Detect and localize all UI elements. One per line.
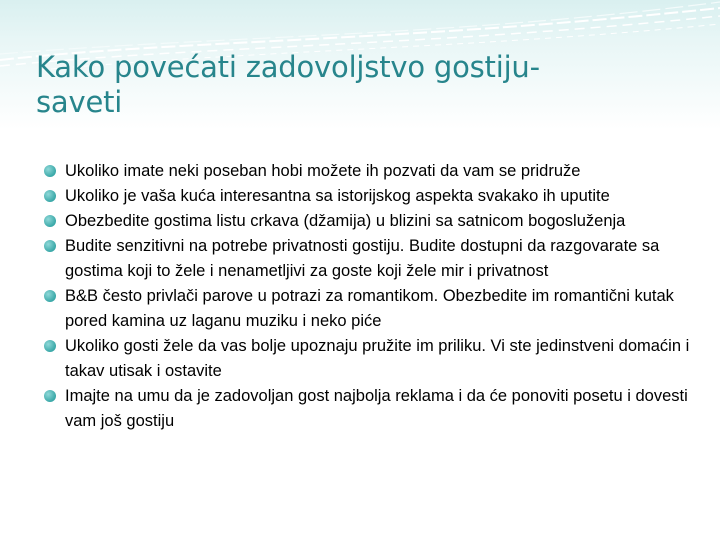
- bullet-item: [44, 209, 694, 234]
- round-bullet-icon: [44, 190, 56, 202]
- bullet-item: [44, 184, 694, 209]
- bullet-text: Ukoliko gosti žele da vas bolje upoznaju pružite im priliku. Vi ste jedinstveni domaćin i takav utisak i ostavite: [65, 337, 690, 380]
- bullet-item: [44, 384, 694, 434]
- bullet-text: B&B često privlači parove u potrazi za romantikom. Obezbedite im romantični kutak pored kamina uz laganu muziku i neko piće: [65, 287, 674, 330]
- round-bullet-icon: [44, 390, 56, 402]
- bullet-item: [44, 284, 694, 334]
- slide-title-line-1: Kako povećati zadovoljstvo gostiju-: [36, 50, 540, 84]
- slide-title-line-2: saveti: [36, 85, 123, 119]
- bullet-item: [44, 159, 694, 184]
- bullet-text: Ukoliko imate neki poseban hobi možete ih pozvati da vam se pridruže: [65, 162, 581, 180]
- round-bullet-icon: [44, 215, 56, 227]
- slide-title: [36, 50, 696, 120]
- round-bullet-icon: [44, 240, 56, 252]
- round-bullet-icon: [44, 290, 56, 302]
- round-bullet-icon: [44, 165, 56, 177]
- bullet-text: Obezbedite gostima listu crkava (džamija) u blizini sa satnicom bogosluženja: [65, 212, 626, 230]
- round-bullet-icon: [44, 340, 56, 352]
- bullet-text: Imajte na umu da je zadovoljan gost najbolja reklama i da će ponoviti posetu i dovesti vam još gostiju: [65, 387, 688, 430]
- bullet-item: [44, 234, 694, 284]
- bullet-text: Ukoliko je vaša kuća interesantna sa istorijskog aspekta svakako ih uputite: [65, 187, 610, 205]
- bullet-list: [44, 159, 694, 434]
- bullet-text: Budite senzitivni na potrebe privatnosti gostiju. Budite dostupni da razgovarate sa gostima koji to žele i nenametljivi za goste koji žele mir i privatnost: [65, 237, 660, 280]
- bullet-item: [44, 334, 694, 384]
